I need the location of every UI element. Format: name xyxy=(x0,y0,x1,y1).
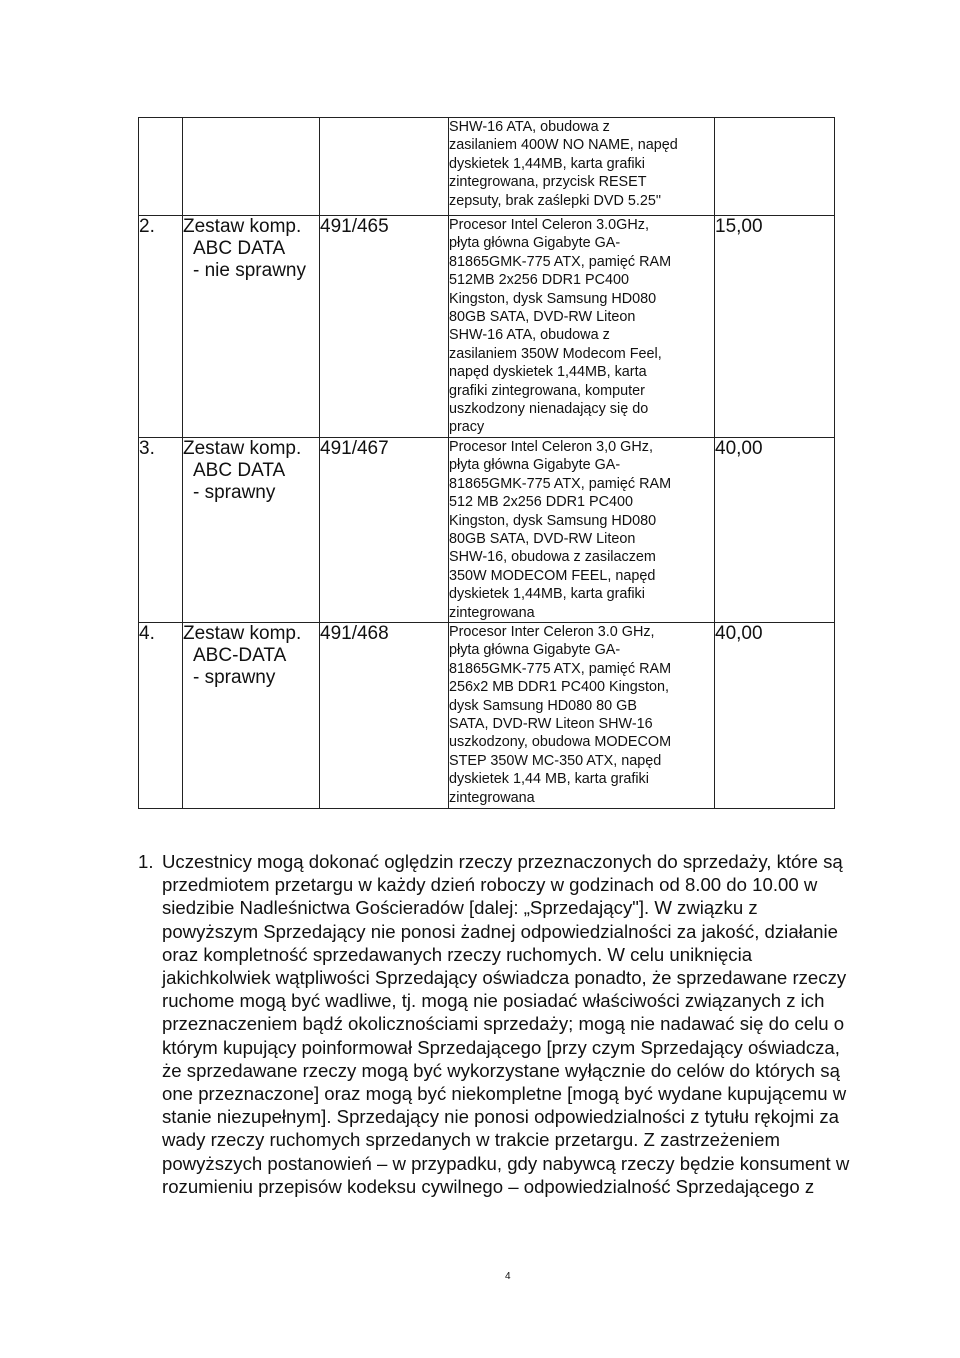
description-line: Procesor Intel Celeron 3.0GHz, xyxy=(449,217,649,233)
paragraph-line: przedmiotem przetargu w każdy dzień roboczy w godzinach od 8.00 do 10.00 w xyxy=(162,874,818,896)
name-cell xyxy=(183,216,320,438)
description-cell xyxy=(449,118,715,216)
description-line: 81865GMK-775 ATX, pamięć RAM xyxy=(449,475,672,492)
description-cell xyxy=(449,622,715,808)
name-line: - sprawny xyxy=(193,481,276,503)
description-line: 512MB 2x256 DDR1 PC400 xyxy=(449,272,629,289)
description-line: 80GB SATA, DVD-RW Liteon xyxy=(449,530,636,547)
paragraph-line: oraz kompletność sprzedawanych rzeczy ruchomych. W celu uniknięcia xyxy=(162,943,753,965)
description-line: Kingston, dysk Samsung HD080 xyxy=(449,512,657,529)
terms-paragraph xyxy=(138,850,898,1198)
paragraph-line: one przeznaczone] oraz mogą być niekompletne [mogą być wydane kupującemu w xyxy=(162,1083,847,1105)
description-line: zintegrowana xyxy=(449,604,535,621)
description-line: zasilaniem 350W Modecom Feel, xyxy=(449,345,662,362)
lp-cell: 3. xyxy=(139,437,183,622)
description-line: SHW-16, obudowa z zasilaczem xyxy=(449,549,656,566)
name-cell xyxy=(183,118,320,216)
name-line: Zestaw komp. xyxy=(183,622,302,644)
paragraph-line: powyższym Sprzedający nie ponosi żadnej odpowiedzialności za jakość, działanie xyxy=(162,920,838,942)
inventory-cell: 491/467 xyxy=(320,437,449,622)
description-line: 512 MB 2x256 DDR1 PC400 xyxy=(449,494,633,511)
description-line: Procesor Inter Celeron 3.0 GHz, xyxy=(449,623,655,640)
description-line: 80GB SATA, DVD-RW Liteon xyxy=(449,309,636,326)
name-cell xyxy=(183,622,320,808)
description-cell xyxy=(449,437,715,622)
paragraph-line xyxy=(138,850,898,873)
description-line: 81865GMK-775 ATX, pamięć RAM xyxy=(449,253,672,270)
inventory-cell: 491/465 xyxy=(320,216,449,438)
paragraph-line: siedzibie Nadleśnictwa Gościeradów [dalej: „Sprzedający"]. W związku z xyxy=(162,897,758,919)
paragraph-line: stanie niezupełnym]. Sprzedający nie ponosi odpowiedzialności z tytułu rękojmi za xyxy=(162,1106,839,1128)
items-table xyxy=(138,117,835,809)
table-row xyxy=(139,622,835,808)
description-line: Procesor Intel Celeron 3,0 GHz, xyxy=(449,438,653,455)
description-line: uszkodzony nienadający się do xyxy=(449,401,649,418)
name-line: ABC-DATA xyxy=(193,644,287,666)
description-line: SHW-16 ATA, obudowa z xyxy=(449,327,610,344)
name-line: - sprawny xyxy=(193,666,276,688)
description-line: STEP 350W MC-350 ATX, napęd xyxy=(449,752,662,769)
paragraph-line: ruchome mogą być wadliwe, tj. mogą nie posiadać właściwości związanych z ich xyxy=(162,990,825,1012)
paragraph-line: przeznaczeniem bądź okolicznościami sprzedaży; mogą nie nadawać się do celu o xyxy=(162,1013,845,1035)
table-row-continuation xyxy=(139,118,835,216)
description-line: zasilaniem 400W NO NAME, napęd xyxy=(449,137,678,154)
paragraph-line: rozumieniu przepisów kodeksu cywilnego – odpowiedzialność Sprzedającego z xyxy=(162,1175,815,1197)
description-line: dysk Samsung HD080 80 GB xyxy=(449,697,637,714)
name-line: ABC DATA xyxy=(193,238,286,259)
table-row xyxy=(139,437,835,622)
name-line: ABC DATA xyxy=(193,459,286,481)
description-line: SHW-16 ATA, obudowa z xyxy=(449,119,610,135)
lp-cell: 2. xyxy=(139,216,183,438)
name-line: Zestaw komp. xyxy=(183,216,302,237)
paragraph-line: powyższych postanowień – w przypadku, gdy nabywcą rzeczy będzie konsument w xyxy=(162,1152,850,1174)
paragraph-line: którym kupujący poinformował Sprzedającego [przy czym Sprzedający oświadcza, xyxy=(162,1036,840,1058)
description-line: 81865GMK-775 ATX, pamięć RAM xyxy=(449,660,672,677)
price-cell: 15,00 xyxy=(715,216,835,438)
lp-cell xyxy=(139,118,183,216)
description-line: płyta główna Gigabyte GA- xyxy=(449,457,621,474)
paragraph-text: Uczestnicy mogą dokonać oględzin rzeczy przeznaczonych do sprzedaży, które są xyxy=(162,851,843,872)
name-cell xyxy=(183,437,320,622)
paragraph-line: wady rzeczy ruchomych sprzedanych w trakcie przetargu. Z zastrzeżeniem xyxy=(162,1129,780,1151)
description-line: napęd dyskietek 1,44MB, karta xyxy=(449,364,647,381)
description-line: Kingston, dysk Samsung HD080 xyxy=(449,290,657,307)
description-line: dyskietek 1,44MB, karta grafiki xyxy=(449,155,645,172)
description-line: 350W MODECOM FEEL, napęd xyxy=(449,567,656,584)
lp-cell: 4. xyxy=(139,622,183,808)
description-line: pracy xyxy=(449,419,485,436)
paragraph-number: 1. xyxy=(138,851,154,872)
price-cell: 40,00 xyxy=(715,622,835,808)
description-line: dyskietek 1,44 MB, karta grafiki xyxy=(449,771,649,788)
name-line: Zestaw komp. xyxy=(183,437,302,459)
description-cell xyxy=(449,216,715,438)
paragraph-line: że sprzedawane rzeczy mogą być wykorzystane wyłącznie do celów do których są xyxy=(162,1059,840,1081)
page-number: 4 xyxy=(505,1271,511,1282)
description-line: uszkodzony, obudowa MODECOM xyxy=(449,734,672,751)
description-line: zepsuty, brak zaślepki DVD 5.25" xyxy=(449,192,662,209)
name-line: - nie sprawny xyxy=(193,260,306,281)
paragraph-line: jakichkolwiek wątpliwości Sprzedający oświadcza ponadto, że sprzedawane rzeczy xyxy=(162,967,847,989)
table-row xyxy=(139,216,835,438)
description-line: grafiki zintegrowana, komputer xyxy=(449,382,645,399)
price-cell xyxy=(715,118,835,216)
description-line: płyta główna Gigabyte GA- xyxy=(449,642,621,659)
description-line: płyta główna Gigabyte GA- xyxy=(449,235,621,252)
description-line: dyskietek 1,44MB, karta grafiki xyxy=(449,586,645,603)
inventory-cell: 491/468 xyxy=(320,622,449,808)
description-line: zintegrowana xyxy=(449,789,535,806)
price-cell: 40,00 xyxy=(715,437,835,622)
description-line: zintegrowana, przycisk RESET xyxy=(449,174,647,191)
inventory-cell xyxy=(320,118,449,216)
description-line: 256x2 MB DDR1 PC400 Kingston, xyxy=(449,679,669,696)
description-line: SATA, DVD-RW Liteon SHW-16 xyxy=(449,715,653,732)
